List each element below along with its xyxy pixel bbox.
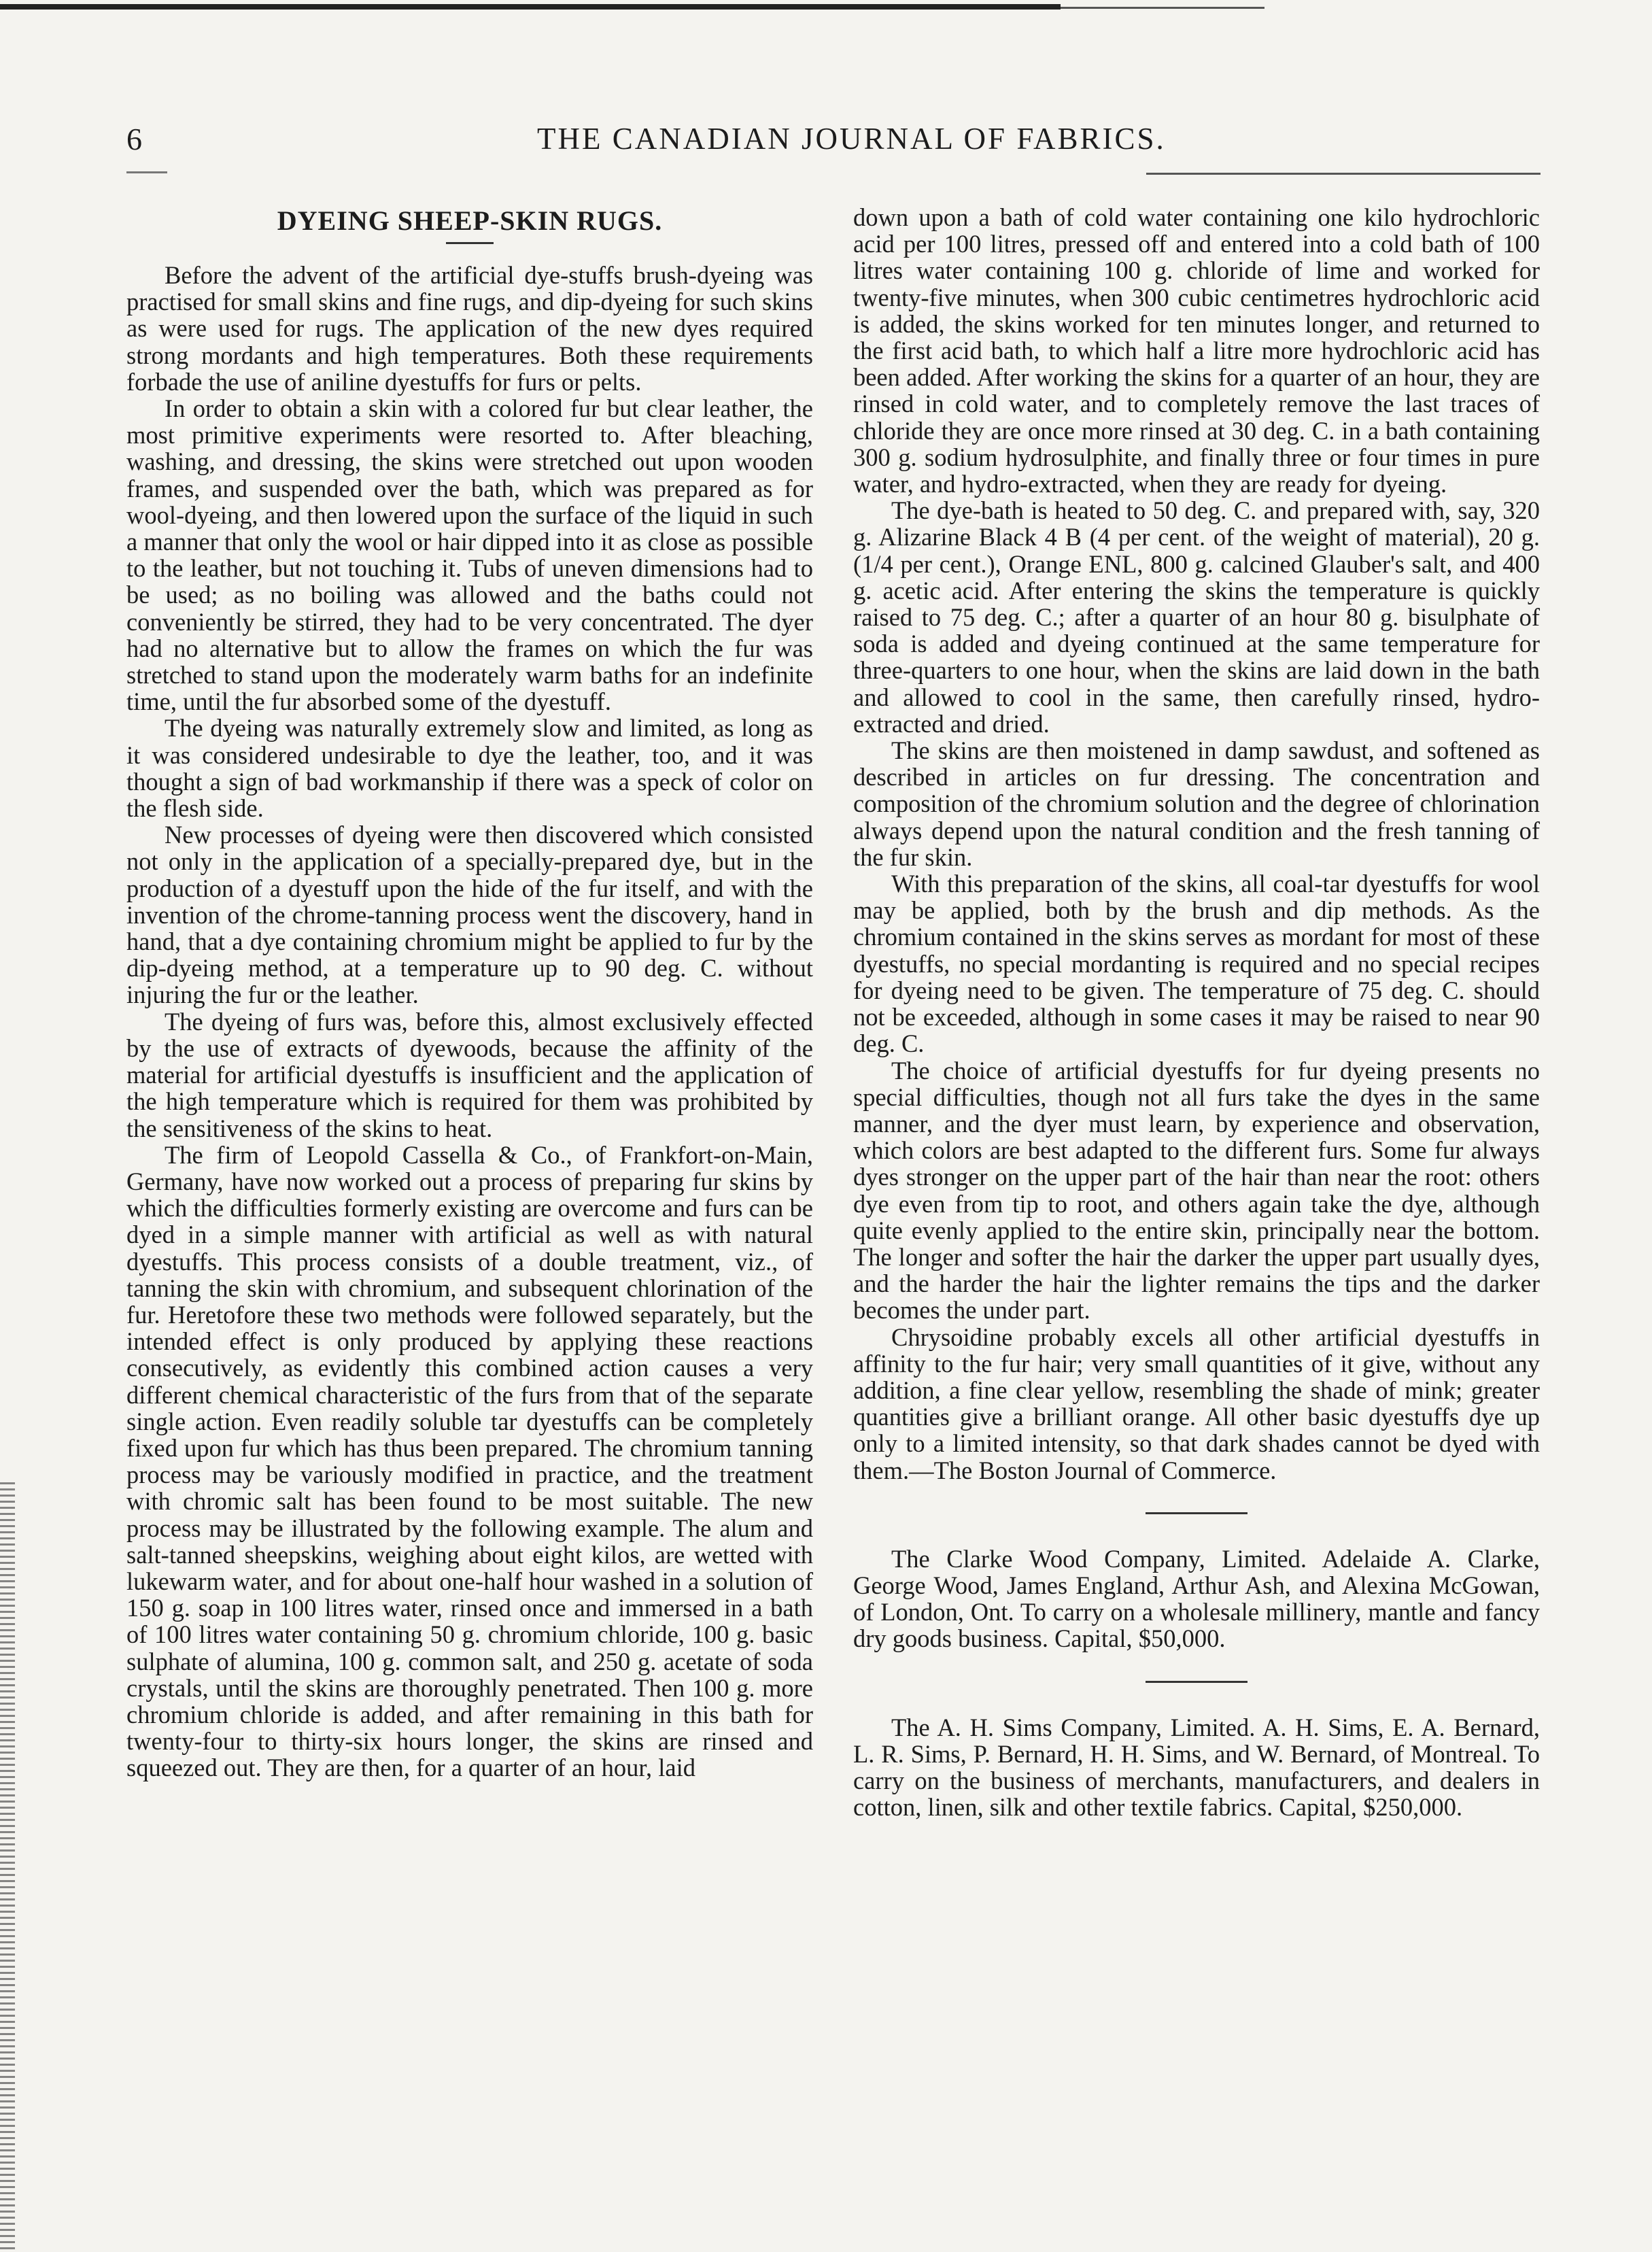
company-notice: The A. H. Sims Company, Limited. A. H. Sims, E. A. Bernard, L. R. Sims, P. Bernard, H. H. Sims, and W. Bernard, of Montreal. To carry on the business of merchants, manufacturers, and dealers in cotton, linen, silk and other textile fabrics. Capital, $250,000.: [853, 1713, 1540, 1822]
title-rule: [446, 242, 494, 244]
binding-edge-mark: [0, 1482, 15, 2251]
top-border-thin: [1061, 7, 1264, 9]
company-notice: The Clarke Wood Company, Limited. Adelaide A. Clarke, George Wood, James England, Arthur Ash, and Alexina McGowan, of London, Ont. To carry on a wholesale millinery, mantle and fancy dry goods business. Capital, $50,000.: [853, 1544, 1540, 1653]
article-paragraph: With this preparation of the skins, all coal-tar dyestuffs for wool may be applied, both by the brush and dip methods. As the chromium contained in the skins serves as mordant for most of these dyestuffs, no special mordanting is required and no special recipes for dyeing need to be given. The temperature of 75 deg. C. should not be exceeded, although in some cases it may be raised to near 90 deg. C.: [853, 870, 1540, 1058]
section-rule: [1146, 1512, 1247, 1514]
header-rule-right: [1146, 173, 1541, 175]
right-column: [853, 204, 1540, 1820]
journal-title: THE CANADIAN JOURNAL OF FABRICS.: [537, 122, 1166, 156]
top-border-rule: [0, 0, 1652, 15]
top-border-bar: [0, 4, 1061, 10]
page-number: 6: [126, 122, 142, 156]
article-continuation: down upon a bath of cold water containing one kilo hydrochloric acid per 100 litres, pressed off and entered into a cold bath of 100 litres water containing 100 g. chloride of lime and worked for twenty-five minutes, when 300 cubic centimetres hydrochloric acid is added, the skins worked for ten minutes longer, and returned to the first acid bath, to which half a litre more hydrochloric acid has been added. After working the skins for a quarter of an hour, they are rinsed in cold water, and to completely remove the last traces of chloride they are once more rinsed at 30 deg. C. in a bath containing 300 g. sodium hydrosulphite, and finally three or four times in pure water, and hydro-extracted, when they are ready for dyeing.: [853, 203, 1540, 498]
article-paragraph: The dye-bath is heated to 50 deg. C. and prepared with, say, 320 g. Alizarine Black 4 B (4 per cent. of the weight of material), 20 g. (1/4 per cent.), Orange ENL, 800 g. calcined Glauber's salt, and 400 g. acetic acid. After entering the skins the temperature is quickly raised to 75 deg. C.; after a quarter of an hour 80 g. bisulphate of soda is added and dyeing continued at the same temperature for three-quarters to one hour, when the skins are laid down in the bath and allowed to cool in the same, then carefully rinsed, hydro-extracted and dried.: [853, 496, 1540, 738]
running-header: [0, 121, 1652, 169]
article-paragraph: The skins are then moistened in damp sawdust, and softened as described in articles on fur dressing. The concentration and composition of the chromium solution and the degree of chlorination always depend upon the natural condition and the fresh tanning of the fur skin.: [853, 736, 1540, 871]
article-paragraph: The firm of Leopold Cassella & Co., of Frankfort-on-Main, Germany, have now worked out a process of preparing fur skins by which the difficulties formerly existing are overcome and furs can be dyed in a simple manner with artificial as well as with natural dyestuffs. This process consists of a double treatment, viz., of tanning the skin with chromium, and subsequent chlorination of the fur. Heretofore these two methods were followed separately, but the intended effect is only produced by applying these reactions consecutively, as evidently this combined action causes a very different chemical characteristic of the furs from that of the separate single action. Even readily soluble tar dyestuffs can be completely fixed upon fur which has thus been prepared. The chromium tanning process may be variously modified in practice, and the treatment with chromic salt has been found to be most suitable. The new process may be illustrated by the following example. The alum and salt-tanned sheepskins, weighing about eight kilos, are wetted with lukewarm water, and for about one-half hour washed in a solution of 150 g. soap in 100 litres water, rinsed once and immersed in a bath of 100 litres water containing 50 g. chromium chloride, 100 g. basic sulphate of alumina, 100 g. common salt, and 250 g. acetate of soda crystals, until the skins are thoroughly penetrated. Then 100 g. more chromium chloride is added, and after remaining in this bath for twenty-four to thirty-six hours longer, the skins are rinsed and squeezed out. They are then, for a quarter of an hour, laid: [126, 1140, 813, 1782]
article-paragraph: The dyeing of furs was, before this, almost exclusively effected by the use of extracts of dyewoods, because the affinity of the material for artificial dyestuffs is insufficient and the application of the high temperature which is required for them was prohibited by the sensitiveness of the skins to heat.: [126, 1007, 813, 1142]
article-paragraph: In order to obtain a skin with a colored fur but clear leather, the most primitive experiments were resorted to. After bleaching, washing, and dressing, the skins were stretched out upon wooden frames, and suspended over the bath, which was prepared as for wool-dyeing, and then lowered upon the surface of the liquid in such a manner that only the wool or hair dipped into it as close as possible to the leather, but not touching it. Tubs of uneven dimensions had to be used; as no boiling was allowed and the baths could not conveniently be stirred, they had to be very concentrated. The dyer had no alternative but to allow the frames on which the fur was stretched to stand upon the moderately warm baths for an indefinite time, until the fur absorbed some of the dyestuff.: [126, 394, 813, 716]
article-paragraph: New processes of dyeing were then discovered which consisted not only in the application of a specially-prepared dye, but in the production of a dyestuff upon the hide of the fur itself, and with the invention of the chrome-tanning process went the discovery, hand in hand, that a dye containing chromium might be applied to fur by the dip-dyeing method, at a temperature up to 90 deg. C. without injuring the fur or the leather.: [126, 821, 813, 1009]
article-paragraph: Chrysoidine probably excels all other artificial dyestuffs in affinity to the fur hair; very small quantities of it give, without any addition, a fine clear yellow, resembling the shade of mink; greater quantities give a brilliant orange. All other basic dyestuffs dye up only to a limited intensity, so that dark shades cannot be dyed with them.—The Boston Journal of Commerce.: [853, 1323, 1540, 1484]
article-paragraph: The dyeing was naturally extremely slow and limited, as long as it was considered undesirable to dye the leather, too, and it was thought a sign of bad workmanship if there was a speck of color on the flesh side.: [126, 714, 813, 823]
section-rule: [1146, 1681, 1247, 1683]
left-column: [126, 204, 813, 1781]
article-paragraph: The choice of artificial dyestuffs for fur dyeing presents no special difficulties, though not all furs take the dyes in the same manner, and the dyer must learn, by experience and observation, which colors are best adapted to the different furs. Some fur always dyes stronger on the upper part of the hair than near the root: others dye even from tip to root, and others again take the dye, although quite evenly applied to the entire skin, principally near the bottom. The longer and softer the hair the darker the upper part usually dyes, and the harder the hair the lighter remains the tips and the darker becomes the under part.: [853, 1056, 1540, 1325]
article-paragraph: Before the advent of the artificial dye-stuffs brush-dyeing was practised for small skins and fine rugs, and dip-dyeing for such skins as were used for rugs. The application of the new dyes required strong mordants and high temperatures. Both these requirements forbade the use of aniline dyestuffs for furs or pelts.: [126, 261, 813, 396]
article-title: DYEING SHEEP-SKIN RUGS.: [277, 205, 663, 236]
header-rule-left: [126, 171, 167, 173]
header-rule: [126, 171, 1541, 178]
